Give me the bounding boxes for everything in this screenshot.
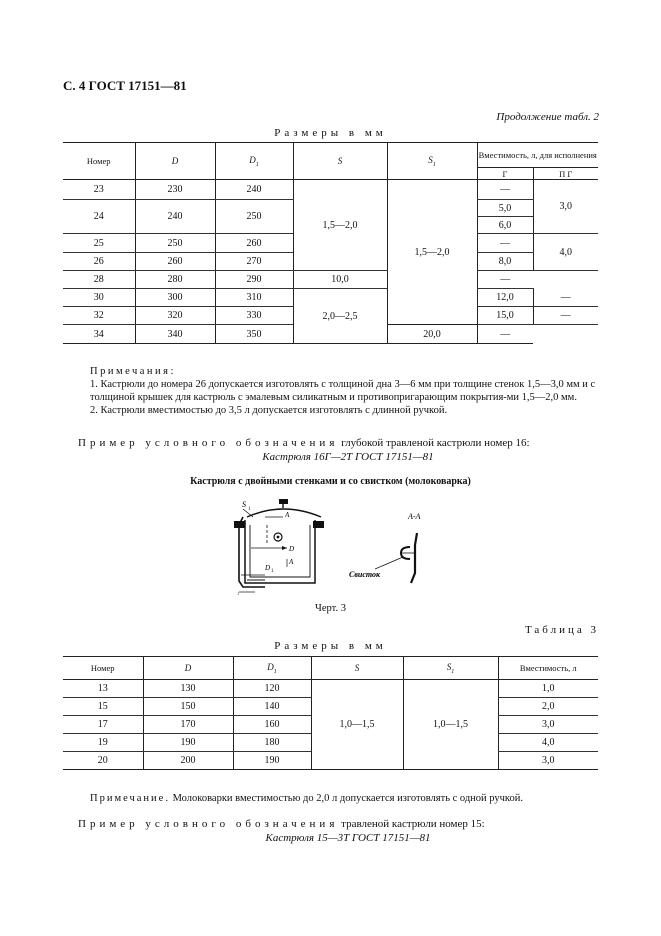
cell-d1: 310	[215, 289, 293, 307]
cell-capacity: 1,0	[498, 680, 598, 698]
cell-cap-g: 10,0	[293, 271, 387, 289]
cell-capacity: 3,0	[498, 716, 598, 734]
note-2: 2. Кастрюли вместимостью до 3,5 л допускается изготовлять с длинной ручкой.	[90, 405, 448, 416]
col-d: D	[143, 657, 233, 680]
example-lead: Пример условного обозначения	[78, 437, 339, 449]
label-d1: D	[265, 564, 271, 572]
note3-heading: Примечание.	[90, 793, 170, 804]
cell-cap-g: 5,0	[477, 200, 533, 217]
cell-d: 320	[135, 307, 215, 325]
cell-d: 130	[143, 680, 233, 698]
cell-d: 240	[135, 200, 215, 234]
cell-d1: 140	[233, 698, 311, 716]
figure-caption: Черт. 3	[315, 603, 346, 614]
note-1: 1. Кастрюли до номера 26 допускается изготовлять с толщиной дна 3—6 мм при толщине стенок 1,5—3,0 мм и с толщиной крышек для кастрюль с эмалевым силикатным и противопригарающим покрытия-ми 1,5—2,0 мм.	[90, 379, 596, 403]
row-number: 28	[63, 271, 135, 289]
cell-cap-g: 15,0	[477, 307, 533, 325]
cell-cap-pg: —	[533, 307, 598, 325]
cell-cap-g: 12,0	[477, 289, 533, 307]
cell-cap-pg: —	[477, 325, 533, 344]
col-number: Номер	[63, 657, 143, 680]
col-capacity: Вместимость, л	[498, 657, 598, 680]
example-lead: Пример условного обозначения	[78, 818, 339, 830]
outer-wall	[245, 520, 315, 583]
row-number: 34	[63, 325, 135, 344]
table-2	[63, 142, 598, 344]
col-d1: $D_1$	[233, 657, 311, 680]
cell-d1: 120	[233, 680, 311, 698]
label-a-bottom: А	[289, 558, 294, 566]
row-number: 24	[63, 200, 135, 234]
table2-caption: Размеры в мм	[274, 127, 387, 139]
milk-boiler-drawing	[225, 495, 445, 600]
cell-d: 250	[135, 234, 215, 253]
cell-cap-g: 6,0	[477, 217, 533, 234]
cell-d1: 240	[215, 180, 293, 200]
cell-cap-g: 20,0	[387, 325, 477, 344]
cell-capacity: 4,0	[498, 734, 598, 752]
row-number: 25	[63, 234, 135, 253]
col-capacity: Вместимость, л, для исполнения	[477, 143, 598, 168]
cell-cap-pg: —	[477, 271, 533, 289]
cell-s-group1: 1,5—2,0	[293, 180, 387, 271]
designation-example-1	[78, 436, 618, 464]
col-s1: $S_1$	[403, 657, 498, 680]
cell-d: 230	[135, 180, 215, 200]
lid-knob	[279, 499, 288, 504]
cell-d1: 190	[233, 752, 311, 770]
cell-d1: 330	[215, 307, 293, 325]
svg-text:↕: ↕	[237, 592, 240, 597]
cell-cap-g: 8,0	[477, 253, 533, 271]
row-number: 19	[63, 734, 143, 752]
col-d: D	[135, 143, 215, 180]
label-d: D	[289, 545, 295, 553]
cell-d1: 180	[233, 734, 311, 752]
table3-caption: Размеры в мм	[274, 640, 387, 652]
example-rest: глубокой травленой кастрюли номер 16:	[338, 437, 530, 449]
label-s1: S	[242, 500, 246, 509]
row-number: 20	[63, 752, 143, 770]
table2-notes	[90, 365, 610, 417]
row-number: 23	[63, 180, 135, 200]
cell-d1: 290	[215, 271, 293, 289]
table-3	[63, 656, 598, 770]
table-continuation-label: Продолжение табл. 2	[496, 111, 599, 123]
cell-d1: 160	[233, 716, 311, 734]
page-header: С. 4 ГОСТ 17151—81	[63, 78, 187, 93]
note3-text: Молоковарки вместимостью до 2,0 л допускается изготовлять с одной ручкой.	[169, 793, 523, 804]
cell-d: 200	[143, 752, 233, 770]
cell-d: 150	[143, 698, 233, 716]
cell-cap-g: —	[477, 180, 533, 200]
example-rest: травленой кастрюли номер 15:	[338, 818, 485, 830]
section-wall	[411, 533, 417, 583]
cell-capacity: 3,0	[498, 752, 598, 770]
cell-d: 300	[135, 289, 215, 307]
cell-d: 280	[135, 271, 215, 289]
row-number: 15	[63, 698, 143, 716]
lid-outline	[247, 509, 321, 517]
cell-d1: 260	[215, 234, 293, 253]
cell-s1: 1,0—1,5	[403, 680, 498, 770]
label-d1-sub: 1	[271, 569, 274, 574]
cell-d1: 270	[215, 253, 293, 271]
row-number: 13	[63, 680, 143, 698]
col-capacity-g: Г	[477, 168, 533, 180]
col-s1: $S_1$	[387, 143, 477, 180]
cell-d1: 250	[215, 200, 293, 234]
cell-d: 190	[143, 734, 233, 752]
row-number: 17	[63, 716, 143, 734]
notes-heading: Примечания:	[90, 366, 176, 377]
col-s: S	[311, 657, 403, 680]
example-designation: Кастрюля 15—3Т ГОСТ 17151—81	[265, 832, 431, 844]
table3-note	[90, 793, 523, 804]
col-s: S	[293, 143, 387, 180]
row-number: 32	[63, 307, 135, 325]
row-number: 30	[63, 289, 135, 307]
cell-cap-pg: —	[533, 289, 598, 307]
row-number: 26	[63, 253, 135, 271]
cell-s: 1,0—1,5	[311, 680, 403, 770]
cell-d: 170	[143, 716, 233, 734]
figure-title: Кастрюля с двойными стенками и со свистком (молоковарка)	[190, 476, 471, 487]
cell-capacity: 2,0	[498, 698, 598, 716]
cell-s-group2: 2,0—2,5	[293, 289, 387, 344]
label-a-top: А	[285, 511, 290, 519]
cell-d1: 350	[215, 325, 293, 344]
cell-s1: 1,5—2,0	[387, 180, 477, 325]
cell-cap-pg: 4,0	[533, 234, 598, 271]
cell-cap-pg: 3,0	[533, 180, 598, 234]
cell-d: 260	[135, 253, 215, 271]
cell-d: 340	[135, 325, 215, 344]
label-s1-sub: 1	[248, 507, 251, 512]
designation-example-2	[78, 817, 618, 845]
col-d1: $D_1$	[215, 143, 293, 180]
col-capacity-pg: П Г	[533, 168, 598, 180]
table3-title: Таблица 3	[524, 624, 599, 636]
example-designation: Кастрюля 16Г—2Т ГОСТ 17151—81	[262, 451, 434, 463]
col-number: Номер	[63, 143, 135, 180]
whistle-label: Свисток	[349, 570, 381, 579]
section-label: А-А	[408, 512, 421, 521]
cell-cap-g: —	[477, 234, 533, 253]
